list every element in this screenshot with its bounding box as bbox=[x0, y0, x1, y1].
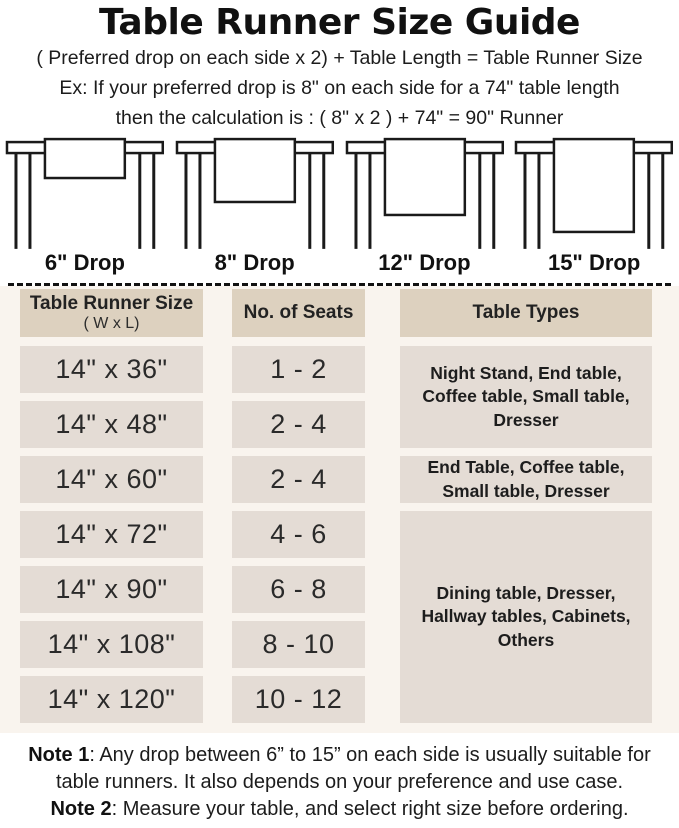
note-2 bbox=[8, 796, 672, 823]
drop-label-8in: 8" Drop bbox=[214, 250, 295, 275]
table-illustration-6in bbox=[0, 137, 170, 249]
drop-label-6in: 6" Drop bbox=[44, 250, 125, 275]
seats-cell-row3: 2 - 4 bbox=[232, 456, 365, 503]
table-runner-8in-drop-icon bbox=[170, 137, 340, 249]
column-header-seats-title: No. of Seats bbox=[243, 302, 354, 323]
column-header-runner-size bbox=[20, 289, 203, 337]
table-runner-12in-drop-icon bbox=[340, 137, 510, 249]
note-2-text: : Measure your table, and select right size before ordering. bbox=[111, 798, 629, 820]
page-title: Table Runner Size Guide bbox=[99, 2, 580, 43]
seats-cell-row5: 6 - 8 bbox=[232, 566, 365, 613]
types-cell-group1: Night Stand, End table, Coffee table, Small table, Dresser bbox=[400, 346, 652, 448]
table-illustration-12in bbox=[340, 137, 510, 249]
drop-label-12in: 12" Drop bbox=[378, 250, 471, 275]
note-1 bbox=[8, 742, 672, 796]
column-header-table-types bbox=[400, 289, 652, 337]
table-illustration-8in bbox=[170, 137, 340, 249]
size-cell-row4: 14" x 72" bbox=[20, 511, 203, 558]
size-cell-row2: 14" x 48" bbox=[20, 401, 203, 448]
drop-label-15in: 15" Drop bbox=[547, 250, 641, 275]
column-header-table-types-title: Table Types bbox=[472, 302, 580, 323]
drop-illustrations-row bbox=[0, 137, 679, 249]
column-header-runner-size-subtitle: ( W x L) bbox=[83, 315, 140, 332]
size-cell-row3: 14" x 60" bbox=[20, 456, 203, 503]
note-1-text: : Any drop between 6” to 15” on each side is usually suitable for table runners. It also depends on your preference and use case. bbox=[55, 744, 651, 793]
size-cell-row6: 14" x 108" bbox=[20, 621, 203, 668]
note-2-label: Note 2 bbox=[50, 798, 112, 820]
formula-text: ( Preferred drop on each side x 2) + Table Length = Table Runner Size bbox=[36, 47, 643, 69]
column-header-seats bbox=[232, 289, 365, 337]
column-seats bbox=[232, 289, 365, 731]
drop-labels-row bbox=[0, 250, 679, 283]
note-1-label: Note 1 bbox=[28, 744, 90, 766]
example-text-line1: Ex: If your preferred drop is 8" on each side for a 74" table length bbox=[59, 77, 620, 99]
size-cell-row5: 14" x 90" bbox=[20, 566, 203, 613]
types-cell-group2: End Table, Coffee table, Small table, Dresser bbox=[400, 456, 652, 503]
example-text-line2: then the calculation is : ( 8" x 2 ) + 74" = 90" Runner bbox=[115, 107, 564, 129]
notes-section bbox=[8, 742, 672, 823]
seats-cell-row7: 10 - 12 bbox=[232, 676, 365, 723]
column-header-runner-size-title: Table Runner Size bbox=[29, 293, 194, 314]
size-cell-row1: 14" x 36" bbox=[20, 346, 203, 393]
seats-cell-row1: 1 - 2 bbox=[232, 346, 365, 393]
types-cell-group3: Dining table, Dresser, Hallway tables, Cabinets, Others bbox=[400, 511, 652, 723]
column-table-types bbox=[400, 289, 652, 731]
size-cell-row7: 14" x 120" bbox=[20, 676, 203, 723]
table-runner-6in-drop-icon bbox=[0, 137, 170, 249]
size-guide-table bbox=[0, 286, 679, 733]
seats-cell-row4: 4 - 6 bbox=[232, 511, 365, 558]
table-runner-15in-drop-icon bbox=[509, 137, 679, 249]
table-illustration-15in bbox=[509, 137, 679, 249]
seats-cell-row2: 2 - 4 bbox=[232, 401, 365, 448]
column-runner-size bbox=[20, 289, 203, 731]
seats-cell-row6: 8 - 10 bbox=[232, 621, 365, 668]
